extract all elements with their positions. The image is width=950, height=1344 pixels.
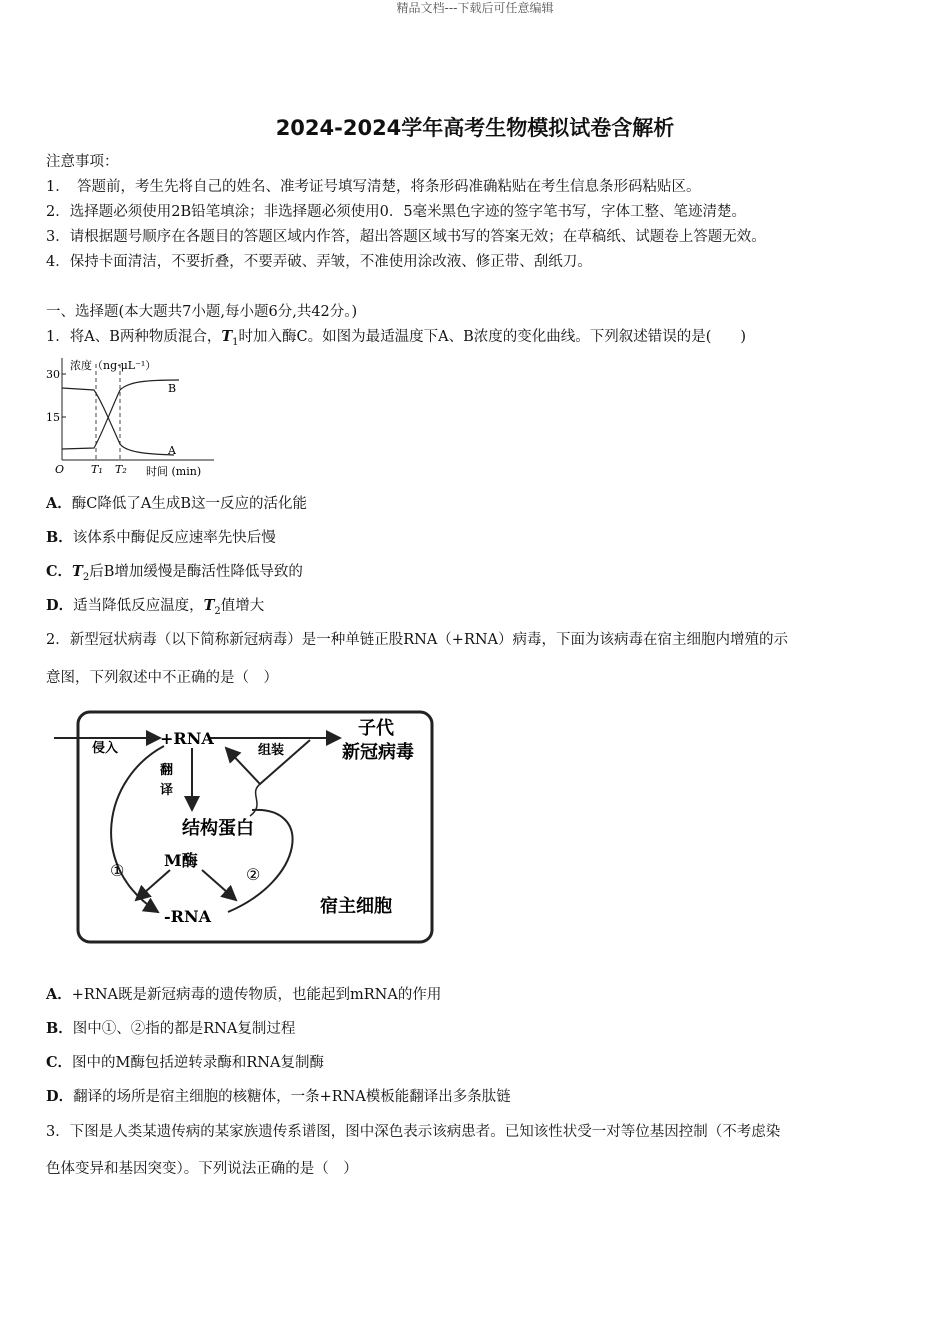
q2-option-c: C．图中的M酶包括逆转录酶和RNA复制酶 <box>46 1054 324 1071</box>
diagram-minus-rna: -RNA <box>164 907 211 926</box>
document-title: 2024-2024学年高考生物模拟试卷含解析 <box>275 116 675 140</box>
question-2-stem-line-2: 意图，下列叙述中不正确的是（ ） <box>46 670 278 686</box>
diagram-structural-protein: 结构蛋白 <box>182 818 254 839</box>
q1-option-b: B．该体系中酶促反应速率先快后慢 <box>46 529 276 546</box>
diagram-assemble-label: 组装 <box>258 743 285 758</box>
notice-item-1: 1． 答题前，考生先将自己的姓名、准考证号填写清楚，将条形码准确粘贴在考生信息条形码粘贴区。 <box>46 179 701 195</box>
q2-option-a: A．+RNA既是新冠病毒的遗传物质，也能起到mRNA的作用 <box>46 986 442 1003</box>
q2-option-d: D．翻译的场所是宿主细胞的核糖体，一条+RNA模板能翻译出多条肽链 <box>46 1088 511 1105</box>
question-3-stem-line-1: 3．下图是人类某遗传病的某家族遗传系谱图，图中深色表示该病患者。已知该性状受一对等位基因控制（不考虑染 <box>46 1124 781 1140</box>
diagram-host-cell: 宿主细胞 <box>320 896 392 917</box>
concentration-graph <box>44 352 220 482</box>
question-3-stem-line-2: 色体变异和基因突变）。下列说法正确的是（ ） <box>46 1161 358 1177</box>
notice-item-3: 3．请根据题号顺序在各题目的答题区域内作答，超出答题区域书写的答案无效；在草稿纸、试题卷上答题无效。 <box>46 229 766 245</box>
graph-xlabel: 时间 (min) <box>146 465 202 478</box>
diagram-progeny-line-1: 子代 <box>358 718 394 739</box>
q2-option-b: B．图中①、②指的都是RNA复制过程 <box>46 1020 296 1037</box>
diagram-translate-1: 翻 <box>160 763 174 778</box>
q1-option-d: D．适当降低反应温度，$T_2$值增大 <box>46 597 265 617</box>
diagram-invade-label: 侵入 <box>92 741 119 756</box>
notice-item-4: 4．保持卡面清洁，不要折叠，不要弄破、弄皱，不准使用涂改液、修正带、刮纸刀。 <box>46 254 592 270</box>
question-1-stem: 1．将A、B两种物质混合，$T_1$时加入酶C。如图为最适温度下A、B浓度的变化曲线。下列叙述错误的是( ) <box>46 328 747 348</box>
virus-replication-diagram <box>52 706 442 948</box>
page-header-note: 精品文档---下载后可任意编辑 <box>396 1 554 15</box>
section-heading: 一、选择题(本大题共7小题,每小题6分,共42分。) <box>46 304 358 320</box>
graph-xtick-t1: T₁ <box>91 463 103 476</box>
diagram-m-enzyme: M酶 <box>164 851 198 870</box>
diagram-step-1: ① <box>110 861 125 880</box>
graph-origin: O <box>55 463 65 476</box>
graph-curve-label-b: B <box>168 382 177 395</box>
diagram-progeny-line-2: 新冠病毒 <box>342 742 414 763</box>
graph-ytick-15: 15 <box>46 411 60 424</box>
question-2-stem-line-1: 2．新型冠状病毒（以下简称新冠病毒）是一种单链正股RNA（+RNA）病毒，下面为该病毒在宿主细胞内增殖的示 <box>46 632 789 648</box>
graph-xtick-t2: T₂ <box>115 463 127 476</box>
q1-option-c: C．$T_2$后B增加缓慢是酶活性降低导致的 <box>46 563 303 583</box>
diagram-plus-rna: +RNA <box>160 729 214 748</box>
diagram-step-2: ② <box>246 865 261 884</box>
graph-ytick-30: 30 <box>46 368 60 381</box>
diagram-translate-2: 译 <box>160 783 174 798</box>
notice-heading: 注意事项： <box>46 154 119 170</box>
graph-curve-label-a: A <box>168 444 176 457</box>
q1-option-a: A．酶C降低了A生成B这一反应的活化能 <box>46 495 307 512</box>
notice-item-2: 2．选择题必须使用2B铅笔填涂；非选择题必须使用0．5毫米黑色字迹的签字笔书写，字体工整、笔迹清楚。 <box>46 204 747 220</box>
graph-ylabel: 浓度（ng·μL⁻¹） <box>70 359 157 372</box>
